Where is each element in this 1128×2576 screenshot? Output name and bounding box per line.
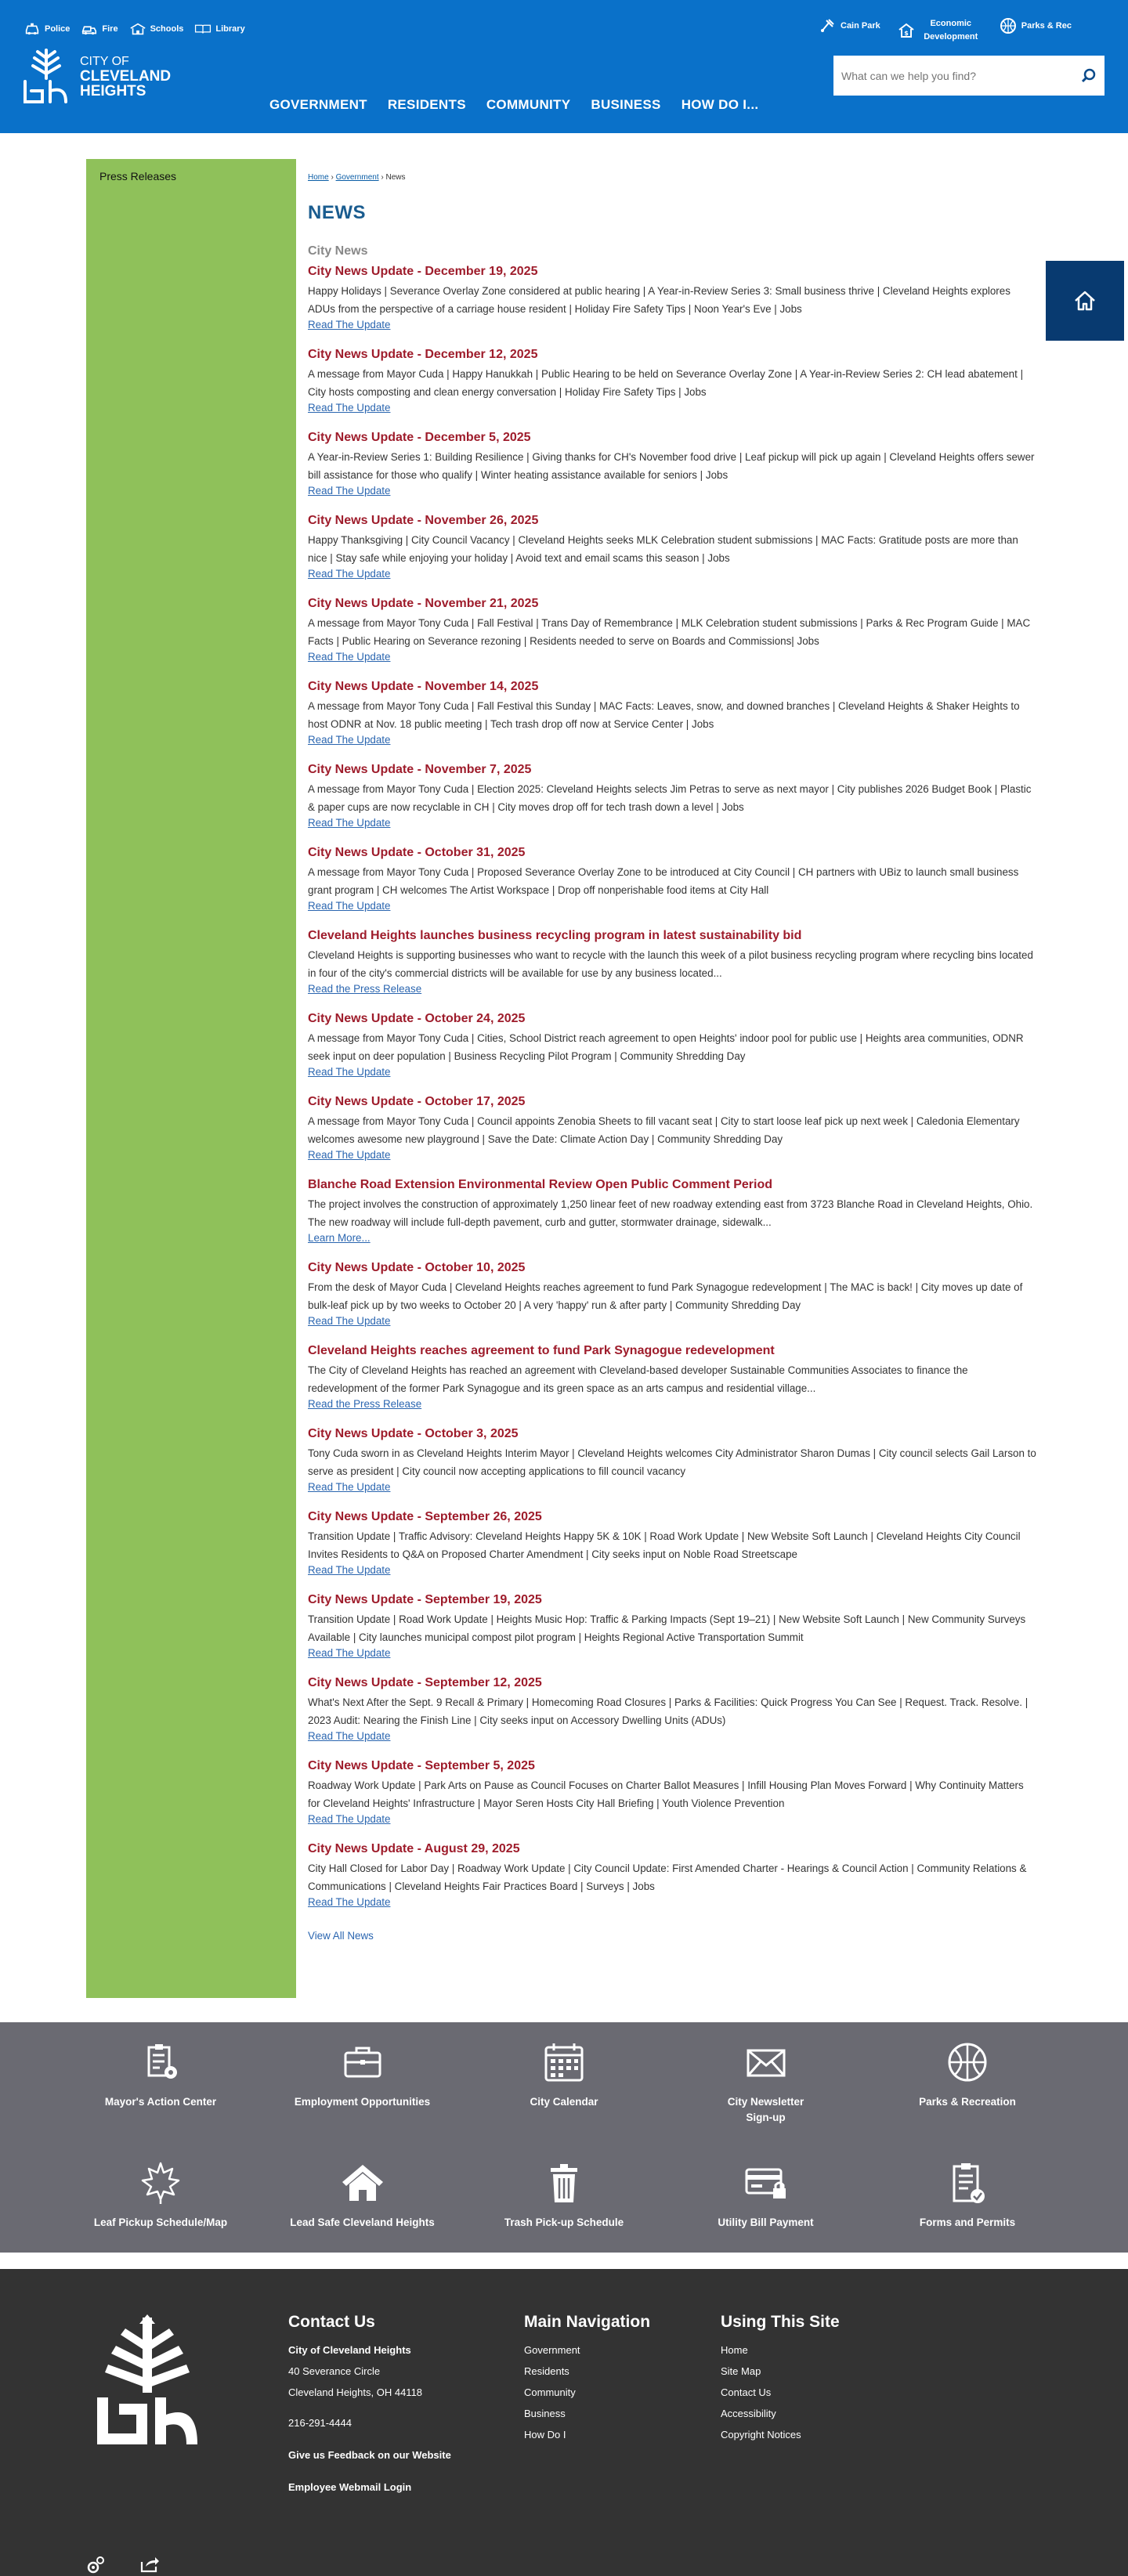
news-read-more-link[interactable]: Read The Update — [308, 1730, 391, 1742]
quick-link-label: Trash Pick-up Schedule — [504, 2217, 624, 2228]
news-item — [308, 763, 1036, 846]
news-read-more-link[interactable]: Read The Update — [308, 734, 391, 746]
nav-government[interactable]: GOVERNMENT — [269, 97, 367, 112]
breadcrumb-home[interactable]: Home — [308, 173, 329, 182]
news-item — [308, 1012, 1036, 1095]
parks-rec-icon — [1000, 17, 1017, 34]
news-summary: A message from Mayor Tony Cuda | Council appoints Zenobia Sheets to fill vacant seat | City to start loose leaf pick up next week | Caledonia Elementary welcomes awesome new playground | Save the Date: Climate Action Day | Community Shredding Day — [308, 1115, 1020, 1145]
utility-label: Library — [215, 24, 245, 34]
news-item — [308, 680, 1036, 763]
quick-link-label: Lead Safe Cleveland Heights — [290, 2217, 435, 2228]
news-read-more-link[interactable]: Read The Update — [308, 319, 391, 331]
credit-card-icon — [743, 2160, 789, 2206]
footer-address-1: 40 Severance Circle — [288, 2365, 381, 2377]
news-read-more-link[interactable]: Read The Update — [308, 485, 391, 497]
news-title[interactable]: City News Update - October 24, 2025 — [308, 1012, 526, 1025]
school-icon — [129, 22, 146, 36]
news-read-more-link[interactable]: Read The Update — [308, 402, 391, 414]
news-summary: Happy Thanksgiving | City Council Vacancy | Cleveland Heights seeks MLK Celebration student submissions | MAC Facts: Gratitude posts are more than nice | Stay safe while enjoying your holiday | Avoid text and email scams this season | Jobs — [308, 534, 1018, 564]
quick-link-label: Parks & Recreation — [919, 2096, 1016, 2108]
quick-link-label: Utility Bill Payment — [718, 2217, 814, 2228]
news-title[interactable]: Blanche Road Extension Environmental Review Open Public Comment Period — [308, 1178, 773, 1191]
footer-link-accessibility[interactable]: Accessibility — [721, 2408, 776, 2419]
news-summary: Cleveland Heights is supporting businesses who want to recycle with the launch this week of a pilot business recycling program where recycling bins located in four of the city's commercial districts will be available for use by any business located... — [308, 949, 1033, 979]
utility-label: Police — [45, 24, 70, 34]
section-title: City News — [308, 244, 368, 258]
news-title[interactable]: City News Update - September 5, 2025 — [308, 1759, 535, 1772]
page-title: NEWS — [308, 202, 366, 223]
footer-link-copyright[interactable]: Copyright Notices — [721, 2429, 801, 2441]
footer-link-site-map[interactable]: Site Map — [721, 2365, 761, 2377]
news-title[interactable]: City News Update - November 26, 2025 — [308, 514, 539, 527]
news-item — [308, 1593, 1036, 1676]
news-read-more-link[interactable]: Read the Press Release — [308, 1398, 422, 1410]
news-read-more-link[interactable]: Read The Update — [308, 1149, 391, 1161]
news-summary: City Hall Closed for Labor Day | Roadway Work Update | City Council Update: First Amended Charter - Hearings & Council Action | Community Relations & Communications | Cleveland Heights Fair Practices Board | Surveys | Jobs — [308, 1862, 1027, 1892]
quick-link-utility-bill[interactable] — [688, 2160, 844, 2231]
search-box — [833, 56, 1104, 96]
news-title[interactable]: City News Update - December 19, 2025 — [308, 265, 538, 278]
footer-link-how-do-i[interactable]: How Do I — [524, 2429, 566, 2441]
utility-label: Fire — [102, 24, 118, 34]
news-item — [308, 1261, 1036, 1344]
news-title[interactable]: City News Update - December 12, 2025 — [308, 348, 538, 361]
breadcrumb: Home › Government › News — [308, 173, 406, 182]
search-icon[interactable] — [1081, 68, 1097, 84]
news-summary: A Year-in-Review Series 1: Building Resilience | Giving thanks for CH's November food drive | Leaf pickup will pick up again | Cleveland Heights offers sewer bill assistance for those who qualify | Winter heating assistance available for seniors | Jobs — [308, 451, 1035, 481]
quick-link-employment[interactable] — [284, 2039, 441, 2126]
share-icon[interactable] — [139, 2556, 160, 2573]
news-title[interactable]: City News Update - October 31, 2025 — [308, 846, 526, 859]
quick-link-label: Mayor's Action Center — [104, 2096, 217, 2108]
footer-contact — [288, 2313, 451, 2498]
news-read-more-link[interactable]: Read The Update — [308, 1066, 391, 1078]
quick-link-trash-pickup[interactable] — [486, 2160, 642, 2231]
news-item — [308, 1095, 1036, 1178]
quick-link-label: Forms and Permits — [919, 2217, 1016, 2228]
logo-line-3: HEIGHTS — [80, 82, 146, 99]
utility-link-library[interactable] — [194, 22, 244, 36]
news-title[interactable]: City News Update - November 14, 2025 — [308, 680, 539, 693]
news-list — [308, 265, 1036, 1925]
utility-link-economic-development[interactable] — [898, 17, 982, 44]
footer-feedback-link[interactable]: Give us Feedback on our Website — [288, 2449, 451, 2461]
news-item — [308, 929, 1036, 1012]
news-title[interactable]: City News Update - September 12, 2025 — [308, 1676, 542, 1689]
utility-link-fire[interactable] — [81, 22, 118, 36]
utility-link-schools[interactable] — [129, 22, 184, 36]
site-footer — [0, 2269, 1128, 2576]
sidebar-item-press-releases[interactable]: Press Releases — [99, 170, 177, 182]
footer-link-government[interactable]: Government — [524, 2344, 580, 2356]
news-item — [308, 597, 1036, 680]
news-summary: Happy Holidays | Severance Overlay Zone considered at public hearing | A Year-in-Review Series 3: Small business thrive | Cleveland Heights explores ADUs from the perspective of a carriage house resident | Holiday Fire Safety Tips | Noon Year's Eve | Jobs — [308, 285, 1010, 315]
news-read-more-link[interactable]: Read The Update — [308, 1647, 391, 1659]
site-logo[interactable] — [22, 47, 171, 105]
footer-using-site-heading: Using This Site — [721, 2313, 840, 2331]
nav-residents[interactable]: RESIDENTS — [387, 97, 466, 112]
view-all-news-link[interactable]: View All News — [308, 1930, 374, 1942]
clipboard-gear-icon — [138, 2039, 183, 2085]
quick-link-leaf-pickup[interactable] — [82, 2160, 239, 2231]
footer-address-2: Cleveland Heights, OH 44118 — [288, 2386, 423, 2398]
news-read-more-link[interactable]: Read The Update — [308, 651, 391, 663]
news-summary: A message from Mayor Tony Cuda | Cities, School District reach agreement to open Heights' indoor pool for public use | Heights area communities, ODNR seek input on deer population | Business Recycling Pilot Program | Community Shredding Day — [308, 1032, 1024, 1062]
leaf-icon — [138, 2160, 183, 2206]
news-item — [308, 846, 1036, 929]
quick-link-label: City Calendar — [530, 2096, 598, 2108]
quick-link-parks-recreation[interactable] — [889, 2039, 1046, 2126]
news-title[interactable]: City News Update - August 29, 2025 — [308, 1842, 520, 1855]
cain-park-icon — [819, 17, 836, 34]
quick-link-forms-permits[interactable] — [889, 2160, 1046, 2231]
economic-development-icon — [898, 22, 915, 39]
news-title[interactable]: City News Update - November 21, 2025 — [308, 597, 539, 610]
gears-icon[interactable] — [86, 2556, 105, 2574]
news-read-more-link[interactable]: Read The Update — [308, 1481, 391, 1493]
news-summary: Roadway Work Update | Park Arts on Pause as Council Focuses on Charter Ballot Measures | Infill Housing Plan Moves Forward | Why Continuity Matters for Cleveland Heights' Infrastructure | Mayor Seren Hosts City Hall Briefing | Youth Violence Prevention — [308, 1779, 1024, 1809]
home-icon — [1073, 290, 1097, 312]
nav-business[interactable]: BUSINESS — [591, 97, 661, 112]
news-summary: Tony Cuda sworn in as Cleveland Heights Interim Mayor | Cleveland Heights welcomes City Administrator Sharon Dumas | City council selects Gail Larson to serve as president | City council now accepting applications to fill council vacancy — [308, 1447, 1036, 1477]
quick-link-city-calendar[interactable] — [486, 2039, 642, 2126]
briefcase-icon — [340, 2039, 385, 2085]
footer-link-contact-us[interactable]: Contact Us — [721, 2386, 772, 2398]
trash-can-icon — [541, 2160, 587, 2206]
news-summary: The City of Cleveland Heights has reached an agreement with Cleveland-based developer Sustainable Communities Associates to finance the redevelopment of the former Park Synagogue and its green space as an arts campus and residential village... — [308, 1364, 968, 1394]
quick-link-label: Employment Opportunities — [294, 2096, 431, 2108]
ball-icon — [945, 2039, 990, 2085]
news-title[interactable]: City News Update - November 7, 2025 — [308, 763, 532, 776]
main-nav — [269, 97, 758, 113]
news-title[interactable]: Cleveland Heights reaches agreement to fund Park Synagogue redevelopment — [308, 1344, 775, 1357]
news-summary: What's Next After the Sept. 9 Recall & Primary | Homecoming Road Closures | Parks & Facilities: Quick Progress You Can See | Request. Track. Resolve. | 2023 Audit: Nearing the Finish Line | City seeks input on Accessory Dwelling Units (ADUs) — [308, 1696, 1029, 1726]
news-read-more-link[interactable]: Read The Update — [308, 1315, 391, 1327]
news-read-more-link[interactable]: Read the Press Release — [308, 983, 422, 995]
utility-link-police[interactable] — [24, 22, 70, 36]
news-item — [308, 1344, 1036, 1427]
news-summary: A message from Mayor Tony Cuda | Proposed Severance Overlay Zone to be introduced at City Council | CH partners with UBiz to launch small business grant program | CH welcomes The Artist Workspace | Drop off nonperishable food items at City Hall — [308, 866, 1019, 896]
city-logo-icon — [22, 47, 70, 105]
footer-main-nav-heading: Main Navigation — [524, 2313, 651, 2331]
news-item — [308, 1510, 1036, 1593]
sidebar — [86, 159, 296, 1998]
news-summary: A message from Mayor Tony Cuda | Fall Festival | Trans Day of Remembrance | MLK Celebration student submissions | Parks & Rec Program Guide | MAC Facts | Public Hearing on Severance rezoning | Residents needed to serve on Boards and Commissions| Jobs — [308, 617, 1031, 647]
quick-link-label: Leaf Pickup Schedule/Map — [93, 2217, 228, 2228]
quick-links — [0, 2022, 1128, 2253]
home-button[interactable] — [1046, 261, 1124, 341]
news-title[interactable]: City News Update - September 26, 2025 — [308, 1510, 542, 1523]
news-title[interactable]: City News Update - October 17, 2025 — [308, 1095, 526, 1108]
nav-how-do-i[interactable]: HOW DO I... — [681, 97, 759, 112]
calendar-icon — [541, 2039, 587, 2085]
nav-community[interactable]: COMMUNITY — [486, 97, 571, 112]
news-item — [308, 1842, 1036, 1925]
quick-link-lead-safe[interactable] — [284, 2160, 441, 2231]
news-item — [308, 1759, 1036, 1842]
quick-link-mayors-action-center[interactable] — [82, 2039, 239, 2126]
news-read-more-link[interactable]: Learn More... — [308, 1232, 371, 1244]
footer-webmail-link[interactable]: Employee Webmail Login — [288, 2481, 412, 2493]
news-title[interactable]: City News Update - October 3, 2025 — [308, 1427, 519, 1440]
utility-links-left — [24, 22, 245, 36]
utility-label: Schools — [150, 24, 184, 34]
news-item — [308, 348, 1036, 431]
news-read-more-link[interactable]: Read The Update — [308, 1896, 391, 1908]
breadcrumb-government[interactable]: Government — [335, 173, 379, 182]
news-item — [308, 1178, 1036, 1261]
utility-label: Parks & Rec — [1021, 20, 1072, 31]
footer-contact-heading: Contact Us — [288, 2313, 375, 2331]
footer-link-community[interactable]: Community — [524, 2386, 576, 2398]
utility-link-parks-rec[interactable] — [1000, 17, 1072, 34]
news-summary: From the desk of Mayor Cuda | Cleveland Heights reaches agreement to fund Park Synagogue redevelopment | The MAC is back! | City moves up date of bulk-leaf pick up by two weeks to October 20 | A very 'happy' run & after party | Community Shredding Day — [308, 1281, 1023, 1311]
utility-links-right — [819, 17, 1072, 44]
news-summary: A message from Mayor Cuda | Happy Hanukkah | Public Hearing to be held on Severance Overlay Zone | A Year-in-Review Series 2: CH lead abatement | City hosts composting and clean energy conversation | Holiday Fire Safety Tips | Jobs — [308, 368, 1024, 398]
news-title[interactable]: Cleveland Heights launches business recycling program in latest sustainability bid — [308, 929, 802, 942]
footer-link-residents[interactable]: Residents — [524, 2365, 569, 2377]
news-summary: The project involves the construction of approximately 1,250 linear feet of new roadway extending east from 3723 Blanche Road in Cleveland Heights, Ohio. The new roadway will include full-depth pavement, curb and gutter, stormwater drainage, sidewalk... — [308, 1198, 1033, 1228]
quick-links-row-2 — [82, 2160, 1046, 2231]
news-read-more-link[interactable]: Read The Update — [308, 817, 391, 829]
news-item — [308, 514, 1036, 597]
utility-link-cain-park[interactable] — [819, 17, 880, 34]
news-item — [308, 431, 1036, 514]
logo-wordmark — [80, 54, 171, 99]
house-icon — [340, 2160, 385, 2206]
news-summary: Transition Update | Road Work Update | Heights Music Hop: Traffic & Parking Impacts (Sept 19–21) | New Website Soft Launch | New Community Surveys Available | City launches municipal compost pilot program | Heights Regional Active Transportation Summit — [308, 1613, 1026, 1643]
news-item — [308, 1427, 1036, 1510]
news-read-more-link[interactable]: Read The Update — [308, 568, 391, 580]
book-icon — [194, 22, 212, 36]
footer-main-nav — [524, 2313, 650, 2445]
news-summary: A message from Mayor Tony Cuda | Fall Festival this Sunday | MAC Facts: Leaves, snow, and downed branches | Cleveland Heights & Shaker Heights to host ODNR at Nov. 18 public meeting | Tech trash drop off now at Service Center | Jobs — [308, 700, 1020, 730]
footer-link-business[interactable]: Business — [524, 2408, 566, 2419]
news-summary: Transition Update | Traffic Advisory: Cleveland Heights Happy 5K & 10K | Road Work Update | New Website Soft Launch | Cleveland Heights City Council Invites Residents to Q&A on Proposed Charter Amendment | City seeks input on Noble Road Streetscape — [308, 1530, 1021, 1560]
site-header — [0, 0, 1128, 133]
fire-truck-icon — [81, 22, 98, 36]
news-title[interactable]: City News Update - September 19, 2025 — [308, 1593, 542, 1606]
breadcrumb-current: News — [385, 173, 406, 182]
main-content — [308, 159, 1036, 1942]
envelope-icon — [743, 2039, 789, 2085]
news-read-more-link[interactable]: Read The Update — [308, 1813, 391, 1825]
quick-link-label: City Newsletter Sign-up — [727, 2096, 804, 2123]
footer-link-home[interactable]: Home — [721, 2344, 748, 2356]
footer-city-name: City of Cleveland Heights — [288, 2344, 411, 2356]
logo-line-2: CLEVELAND — [80, 67, 172, 85]
news-read-more-link[interactable]: Read The Update — [308, 1564, 391, 1576]
footer-logo-icon[interactable] — [92, 2311, 202, 2449]
news-summary: A message from Mayor Tony Cuda | Election 2025: Cleveland Heights selects Jim Petras to serve as next mayor | City publishes 2026 Budget Book | Plastic & paper cups are now recyclable in CH | City moves drop off for tech trash down a level | Jobs — [308, 783, 1032, 813]
news-item — [308, 265, 1036, 348]
footer-bottom-bar — [0, 2549, 1128, 2576]
police-car-icon — [24, 22, 41, 36]
footer-using-site — [721, 2313, 840, 2445]
news-item — [308, 1676, 1036, 1759]
search-input[interactable] — [841, 70, 1081, 82]
clipboard-check-icon — [945, 2160, 990, 2206]
footer-phone[interactable]: 216-291-4444 — [288, 2417, 352, 2429]
logo-line-1: CITY OF — [80, 54, 129, 68]
utility-label: Economic Development — [924, 19, 978, 42]
news-title[interactable]: City News Update - December 5, 2025 — [308, 431, 531, 444]
quick-link-newsletter-signup[interactable] — [688, 2039, 844, 2126]
svg-text:$: $ — [903, 30, 909, 37]
news-title[interactable]: City News Update - October 10, 2025 — [308, 1261, 526, 1274]
news-read-more-link[interactable]: Read The Update — [308, 900, 391, 912]
utility-label: Cain Park — [841, 20, 880, 31]
quick-links-row-1 — [82, 2039, 1046, 2126]
